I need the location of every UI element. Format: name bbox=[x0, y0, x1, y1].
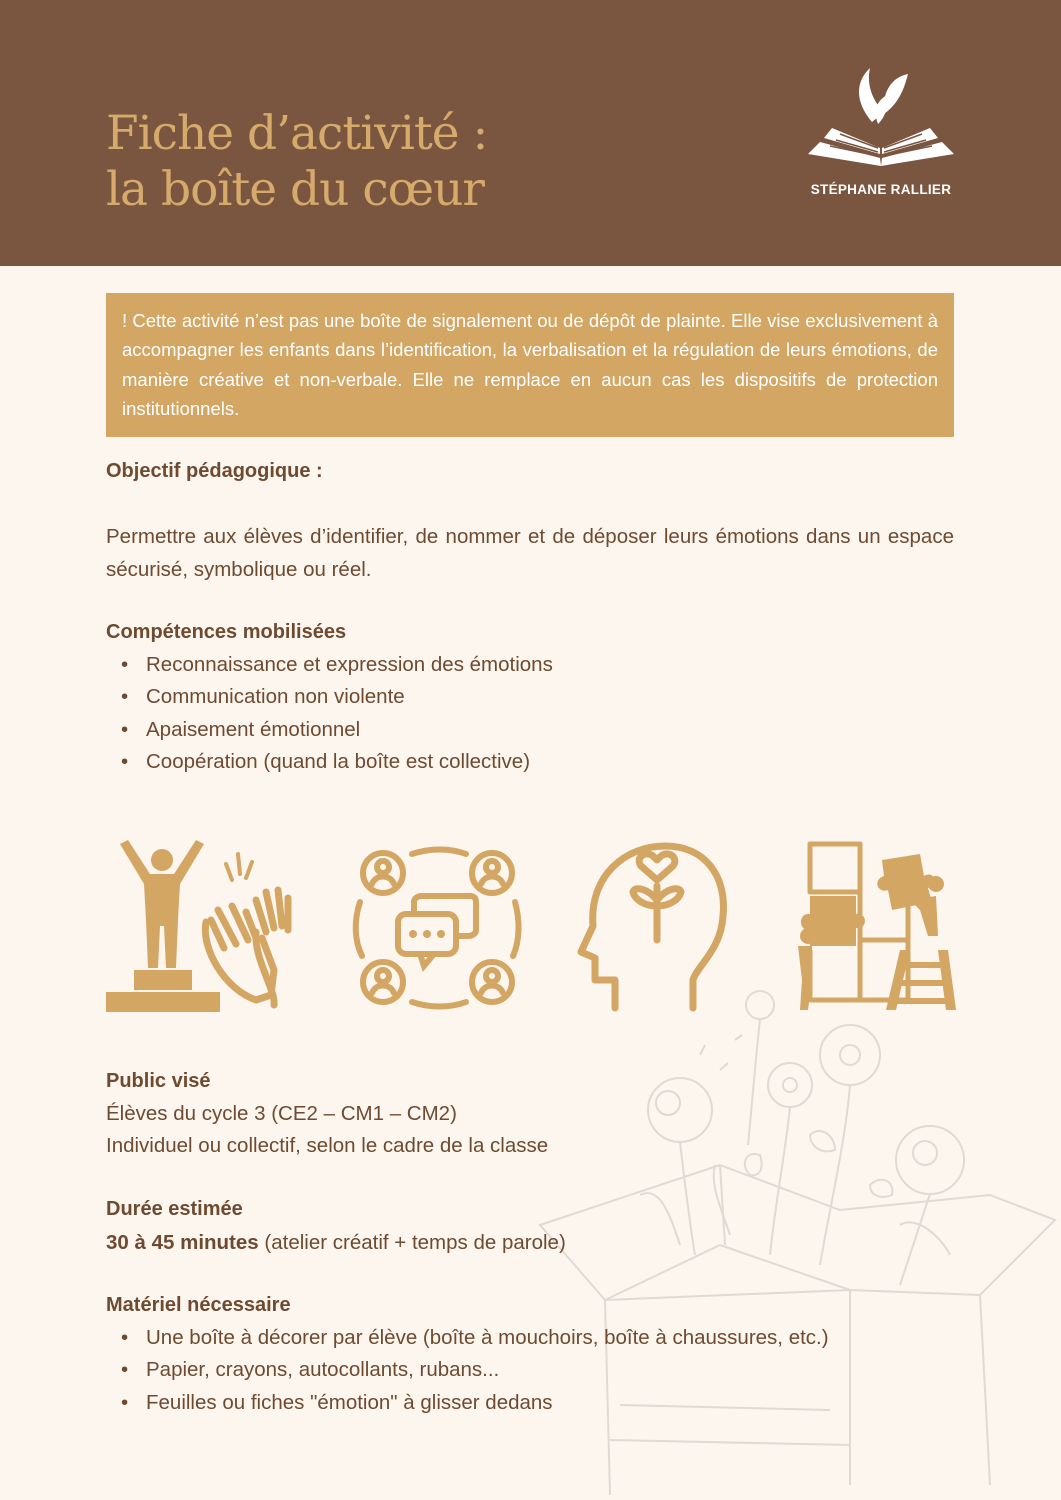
title-line-2: la boîte du cœur bbox=[106, 162, 484, 217]
mind-flower-icon bbox=[575, 840, 730, 1015]
materiel-heading: Matériel nécessaire bbox=[106, 1294, 291, 1316]
brand-name: STÉPHANE RALLIER bbox=[810, 182, 952, 197]
materiel-list bbox=[106, 1322, 829, 1419]
objectif-text: Permettre aux élèves d’identifier, de nommer et de déposer leurs émotions dans un espace sécurisé, symbolique ou réel. bbox=[106, 525, 954, 581]
competences-list bbox=[106, 649, 553, 778]
public-line-1: Élèves du cycle 3 (CE2 – CM1 – CM2) bbox=[106, 1102, 457, 1125]
list-item: • Papier, crayons, autocollants, rubans... bbox=[106, 1354, 829, 1386]
flower-box-illustration bbox=[520, 985, 1061, 1500]
warning-banner: ! Cette activité n’est pas une boîte de signalement ou de dépôt de plainte. Elle vise exclusivement à accompagner les enfants dans l’identification, la verbalisation et la régulation de leurs émotions, de manière créative et non-verbale. Elle ne remplace en aucun cas les dispositifs de protection institutionnels. bbox=[106, 293, 954, 437]
success-podium-icon bbox=[106, 840, 296, 1015]
list-item: • Apaisement émotionnel bbox=[106, 714, 553, 746]
duree-rest: (atelier créatif + temps de parole) bbox=[258, 1231, 566, 1254]
list-item: • Communication non violente bbox=[106, 681, 553, 713]
brand-logo bbox=[800, 62, 962, 202]
page-title bbox=[106, 106, 487, 218]
title-line-1: Fiche d’activité : bbox=[106, 106, 488, 161]
conversation-cycle-icon bbox=[350, 840, 525, 1015]
duree-bold: 30 à 45 minutes bbox=[106, 1231, 259, 1254]
duree-heading: Durée estimée bbox=[106, 1198, 243, 1220]
list-item: • Coopération (quand la boîte est collective) bbox=[106, 746, 553, 778]
list-item: • Une boîte à décorer par élève (boîte à mouchoirs, boîte à chaussures, etc.) bbox=[106, 1322, 829, 1354]
puzzle-teamwork-icon bbox=[790, 840, 960, 1015]
list-item: • Feuilles ou fiches "émotion" à glisser dedans bbox=[106, 1387, 829, 1419]
objectif-heading: Objectif pédagogique : bbox=[106, 460, 323, 482]
competences-heading: Compétences mobilisées bbox=[106, 621, 347, 643]
public-heading: Public visé bbox=[106, 1070, 211, 1092]
book-leaf-icon bbox=[800, 62, 962, 177]
list-item: • Reconnaissance et expression des émotions bbox=[106, 649, 553, 681]
page-header bbox=[0, 0, 1061, 266]
public-line-2: Individuel ou collectif, selon le cadre de la classe bbox=[106, 1134, 549, 1157]
duree-text bbox=[106, 1227, 566, 1260]
